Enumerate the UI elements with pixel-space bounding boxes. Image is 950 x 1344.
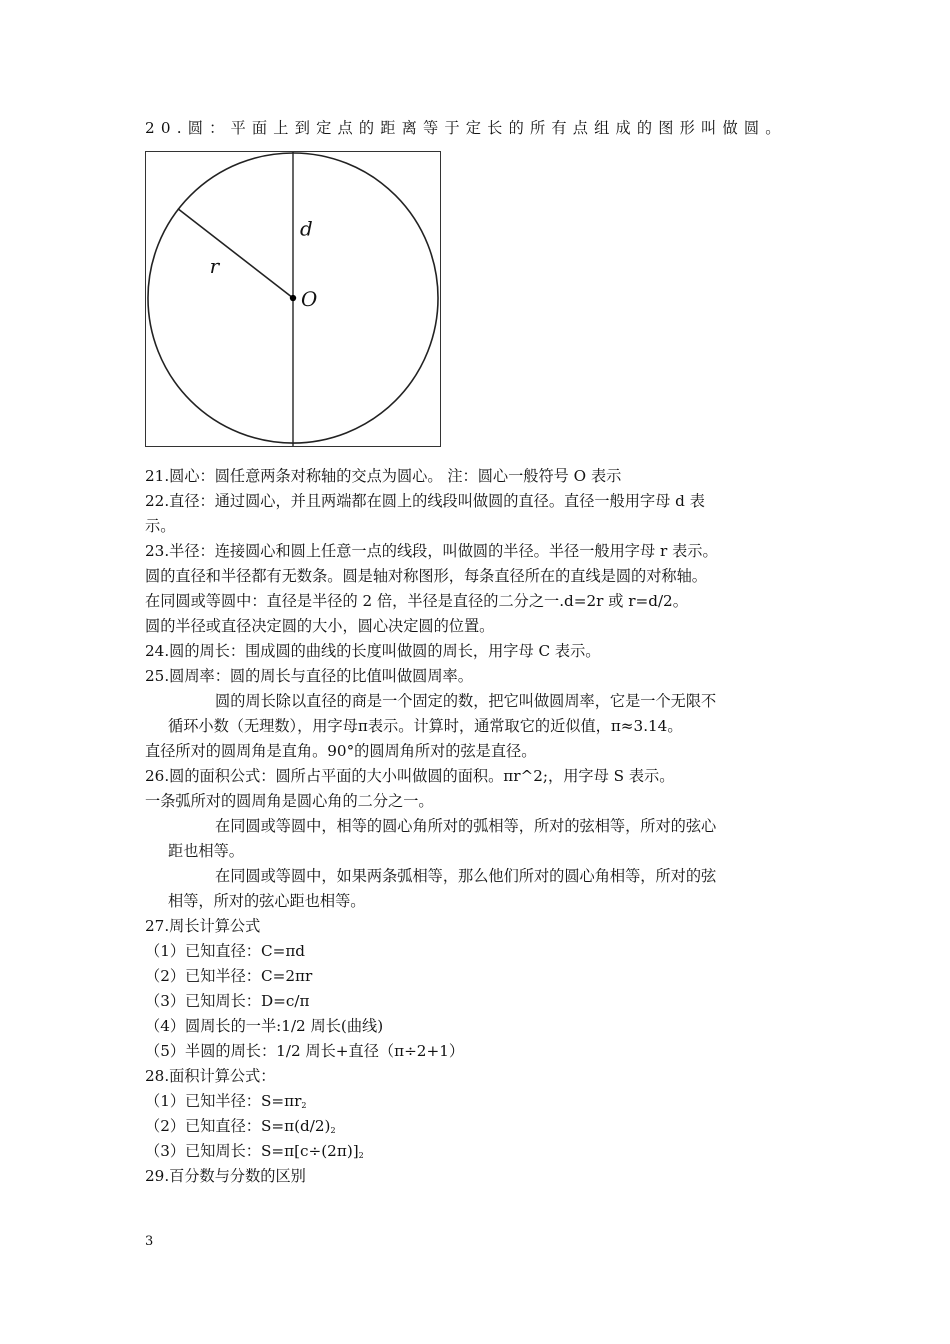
line-26b: 在同圆或等圆中，相等的圆心角所对的弧相等，所对的弦相等，所对的弦心 xyxy=(215,817,717,835)
line-27-4: （4）圆周长的一半:1/2 周长(曲线) xyxy=(145,1017,384,1035)
line-28: 28.面积计算公式： xyxy=(145,1067,276,1085)
page-number: 3 xyxy=(145,1234,154,1249)
center-point xyxy=(290,295,296,301)
line-23c: 在同圆或等圆中：直径是半径的 2 倍，半径是直径的二分之一.d=2r 或 r=d/2。 xyxy=(145,592,688,610)
line-26: 26.圆的面积公式：圆所占平面的大小叫做圆的面积。πr^2;，用字母 S 表示。 xyxy=(145,767,675,785)
line-28-1-text: （1）已知半径：S=πr xyxy=(145,1092,302,1110)
line-25c: 直径所对的圆周角是直角。90°的圆周角所对的弦是直径。 xyxy=(145,742,537,760)
superscript-2: 2 xyxy=(358,1151,364,1160)
line-27-3: （3）已知周长：D=c/π xyxy=(145,992,310,1010)
superscript-2: 2 xyxy=(301,1101,307,1110)
line-26a: 一条弧所对的圆周角是圆心角的二分之一。 xyxy=(145,792,434,810)
line-23a: 23.半径：连接圆心和圆上任意一点的线段，叫做圆的半径。半径一般用字母 r 表示。 xyxy=(145,542,718,560)
label-r: r xyxy=(209,255,220,279)
line-21: 21.圆心：圆任意两条对称轴的交点为圆心。 注：圆心一般符号 O 表示 xyxy=(145,467,622,485)
line-28-3-text: （3）已知周长：S=π[c÷(2π)] xyxy=(145,1142,359,1160)
line-25b: 循环小数（无理数），用字母π表示。计算时，通常取它的近似值，π≈3.14。 xyxy=(168,717,683,735)
line-28-2-text: （2）已知直径：S=π(d/2) xyxy=(145,1117,331,1135)
line-25: 25.圆周率：圆的周长与直径的比值叫做圆周率。 xyxy=(145,667,473,685)
line-26d: 在同圆或等圆中，如果两条弧相等，那么他们所对的圆心角相等，所对的弦 xyxy=(215,867,717,885)
line-23d: 圆的半径或直径决定圆的大小，圆心决定圆的位置。 xyxy=(145,617,495,635)
line-26c: 距也相等。 xyxy=(168,842,244,860)
line-24: 24.圆的周长：围成圆的曲线的长度叫做圆的周长，用字母 C 表示。 xyxy=(145,642,601,660)
line-23b: 圆的直径和半径都有无数条。圆是轴对称图形，每条直径所在的直线是圆的对称轴。 xyxy=(145,567,707,585)
label-d: d xyxy=(299,217,313,241)
circle-figure xyxy=(145,151,441,447)
label-o: O xyxy=(300,287,318,311)
line-29: 29.百分数与分数的区别 xyxy=(145,1167,306,1185)
line-27: 27.周长计算公式 xyxy=(145,917,261,935)
line-20: 20.圆：平面上到定点的距离等于定长的所有点组成的图形叫做圆。 xyxy=(145,119,787,137)
line-26e: 相等，所对的弦心距也相等。 xyxy=(168,892,366,910)
line-25a: 圆的周长除以直径的商是一个固定的数，把它叫做圆周率，它是一个无限不 xyxy=(215,692,717,710)
circle-diagram xyxy=(146,152,440,446)
radius-line xyxy=(178,209,293,298)
line-22a: 22.直径：通过圆心，并且两端都在圆上的线段叫做圆的直径。直径一般用字母 d 表 xyxy=(145,492,705,510)
line-27-5: （5）半圆的周长：1/2 周长+直径（π÷2+1） xyxy=(145,1042,465,1060)
line-22b: 示。 xyxy=(145,517,176,535)
line-27-1: （1）已知直径：C=πd xyxy=(145,942,306,960)
line-27-2: （2）已知半径：C=2πr xyxy=(145,967,313,985)
superscript-2: 2 xyxy=(330,1126,336,1135)
